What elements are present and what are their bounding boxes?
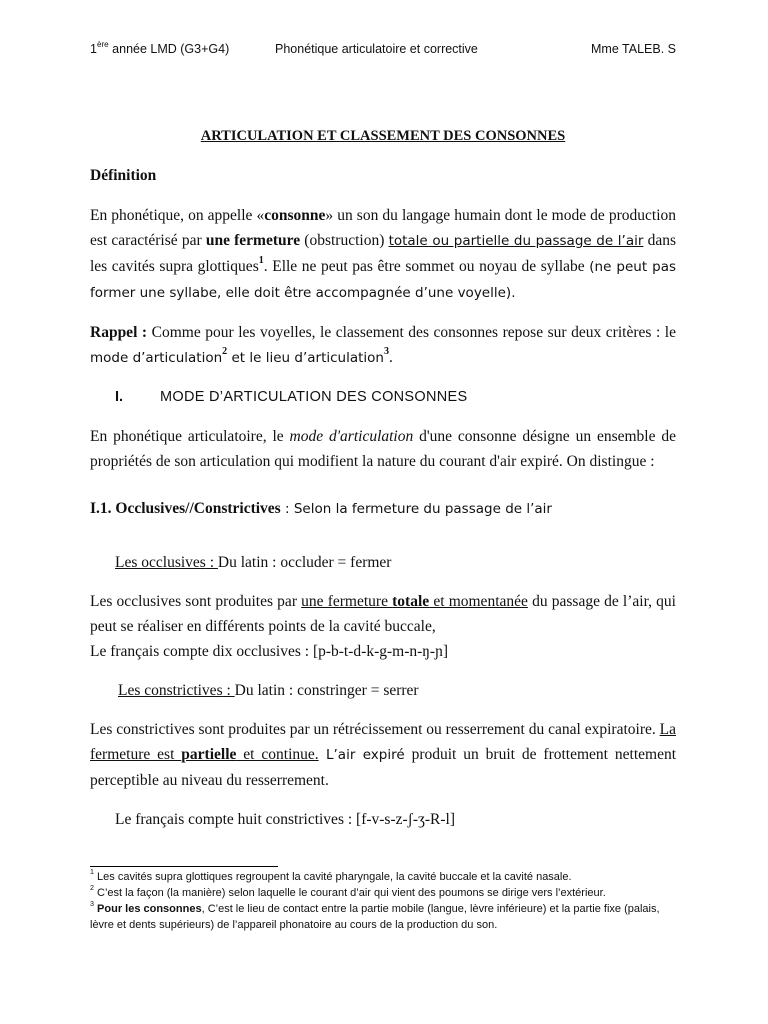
constrictives-paragraph: Les constrictives sont produites par un rétrécissement ou resserrement du canal expiratoire. La fermeture est partielle et continue. L’air expiré produit un bruit de frottement nettement perceptible au niveau du resserrement. bbox=[90, 721, 676, 789]
rappel-paragraph: Rappel : Comme pour les voyelles, le classement des consonnes repose sur deux critères : le mode d’articulation$^2$ et le lieu d’articulation$^3$. bbox=[90, 324, 676, 366]
constrictives-list: Le français compte huit constrictives : [f-v-s-z-ʃ-ʒ-R-l] bbox=[115, 811, 455, 828]
page-title: ARTICULATION ET CLASSEMENT DES CONSONNES bbox=[200, 128, 566, 144]
header-course-title: Phonétique articulatoire et corrective bbox=[275, 42, 478, 56]
occlusives-heading: Les occlusives : Du latin : occluder = fermer bbox=[115, 554, 392, 571]
header-course-level: 1ère année LMD (G3+G4) bbox=[90, 39, 230, 56]
footnote-2: $^2$ C’est la façon (la manière) selon laquelle le courant d’air qui vient des poumons se dirige vers l’extérieur. bbox=[90, 884, 606, 899]
page-header bbox=[90, 39, 676, 62]
section-1-paragraph: En phonétique articulatoire, le mode d'articulation d'une consonne désigne un ensemble de propriétés de son articulation qui modifient la nature du courant d'air expiré. On distingue : bbox=[90, 428, 676, 470]
occlusives-list: Le français compte dix occlusives : [p-b-t-d-k-g-m-n-ŋ-ɲ] bbox=[90, 643, 449, 660]
definition-paragraph: En phonétique, on appelle «consonne» un son du langage humain dont le mode de production est caractérisé par une fermeture (obstruction) totale ou partielle du passage de l’air dans les cavités supra glottiques$^1$. Elle ne peut pas être sommet ou noyau de syllabe (ne peut pas former une syllabe, elle doit être accompagnée d’une voyelle). bbox=[90, 207, 677, 301]
occlusives-paragraph: Les occlusives sont produites par une fermeture totale et momentanée du passage de l’air, qui peut se réaliser en différents points de la cavité buccale, bbox=[90, 593, 676, 635]
document-body bbox=[90, 124, 676, 832]
footnote-separator bbox=[90, 866, 278, 867]
footnote-3: $^3$ Pour les consonnes, C’est le lieu de contact entre la partie mobile (langue, lèvre inférieure) et la partie fixe (palais, lèvre et dents supérieurs) de l’appareil phonatoire au cours de la production du son. bbox=[90, 900, 660, 931]
footnote-1: $^1$ Les cavités supra glottiques regroupent la cavité pharyngale, la cavité buccale et la cavité nasale. bbox=[90, 868, 572, 883]
section-1-heading: I. MODE D’ARTICULATION DES CONSONNES bbox=[115, 389, 468, 405]
constrictives-heading: Les constrictives : Du latin : constringer = serrer bbox=[118, 682, 419, 699]
subsection-1-heading: I.1. Occlusives//Constrictives : Selon la fermeture du passage de l’air bbox=[90, 500, 552, 517]
header-author: Mme TALEB. S bbox=[591, 42, 676, 56]
footnotes bbox=[90, 869, 686, 933]
definition-heading: Définition bbox=[90, 167, 157, 184]
